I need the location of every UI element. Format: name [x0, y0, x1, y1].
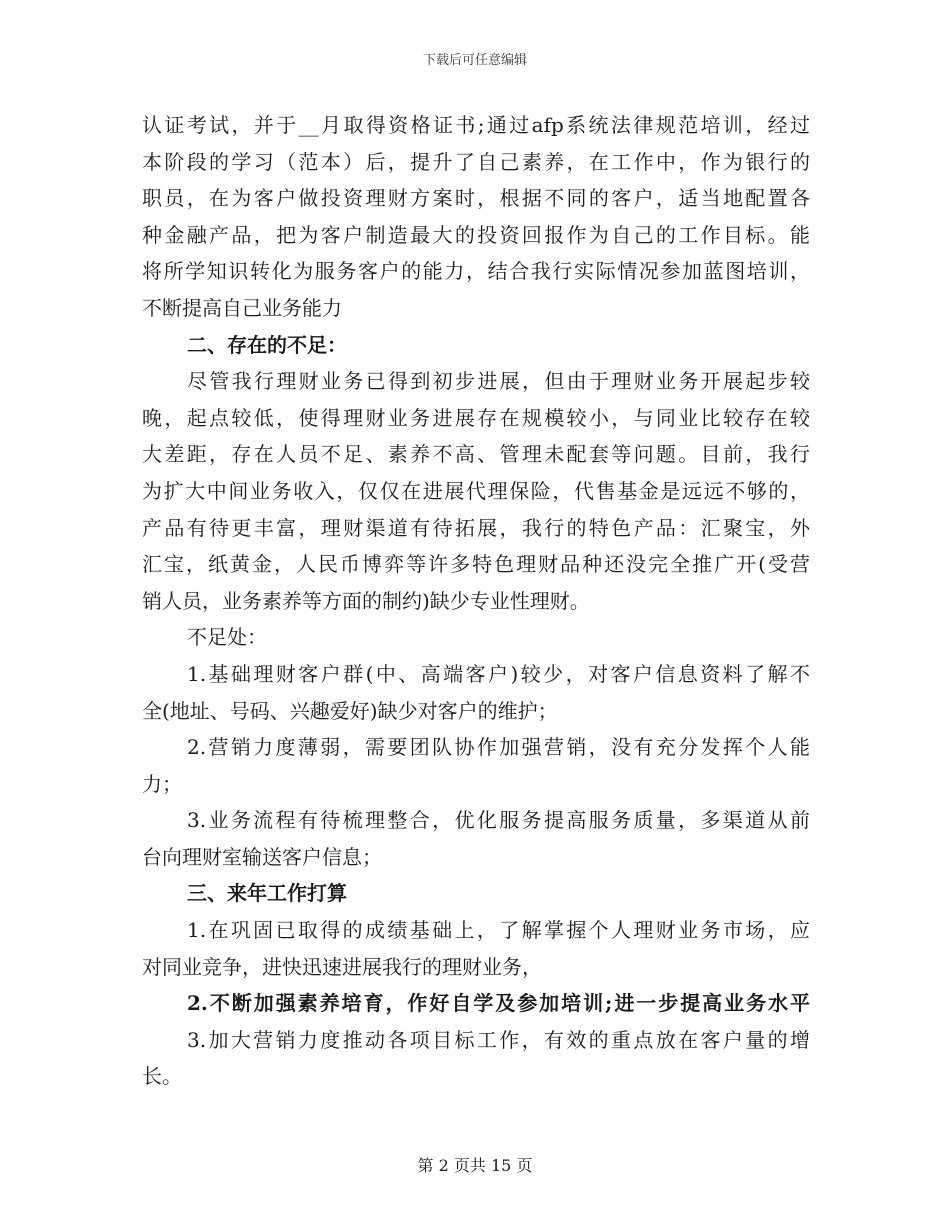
body-line: 种金融产品，把为客户制造最大的投资回报作为自己的工作目标。能 — [142, 222, 810, 247]
list-item-line: 3.加大营销力度推动各项目标工作，有效的重点放在客户量的增 — [187, 1027, 810, 1052]
list-item-line: 力； — [142, 771, 182, 796]
list-item-line: 长。 — [142, 1064, 182, 1089]
body-line: 不断提高自己业务能力 — [142, 295, 342, 320]
body-line: 汇宝，纸黄金，人民币博弈等许多特色理财品种还没完全推广开(受营 — [142, 552, 810, 577]
body-line: 为扩大中间业务收入，仅仅在进展代理保险，代售基金是远远不够的， — [142, 478, 810, 503]
list-item-line: 3.业务流程有待梳理整合，优化服务提高服务质量，多渠道从前 — [187, 808, 810, 833]
list-item-line: 2.营销力度薄弱，需要团队协作加强营销，没有充分发挥个人能 — [187, 735, 810, 760]
body-line: 本阶段的学习（范本）后，提升了自己素养，在工作中，作为银行的 — [142, 149, 810, 174]
list-item-line: 对同业竞争，进快迅速进展我行的理财业务， — [142, 954, 542, 979]
document-body — [142, 107, 810, 1095]
section-heading: 二、存在的不足： — [187, 332, 347, 357]
body-line: 晚，起点较低，使得理财业务进展存在规模较小，与同业比较存在较 — [142, 405, 810, 430]
list-item-line: 全(地址、号码、兴趣爱好)缺少对客户的维护； — [142, 698, 558, 723]
body-line: 将所学知识转化为服务客户的能力，结合我行实际情况参加蓝图培训， — [142, 259, 810, 284]
page-number: 第 2 页共 15 页 — [417, 1156, 533, 1175]
section-heading: 三、来年工作打算 — [187, 881, 347, 906]
list-item-line: 台向理财室输送客户信息； — [142, 844, 382, 869]
body-line: 尽管我行理财业务已得到初步进展，但由于理财业务开展起步较 — [187, 369, 810, 394]
body-line: 产品有待更丰富，理财渠道有待拓展，我行的特色产品：汇聚宝，外 — [142, 515, 810, 540]
list-item-line: 1.基础理财客户群(中、高端客户)较少，对客户信息资料了解不 — [187, 661, 810, 686]
body-line: 销人员，业务素养等方面的制约)缺少专业性理财。 — [142, 588, 590, 613]
list-item-line: 1.在巩固已取得的成绩基础上，了解掌握个人理财业务市场，应 — [187, 918, 810, 943]
body-line: 不足处： — [187, 625, 267, 650]
body-line: 认证考试，并于__月取得资格证书;通过afp系统法律规范培训，经过 — [142, 113, 810, 137]
body-line: 大差距，存在人员不足、素养不高、管理未配套等问题。目前，我行 — [142, 442, 810, 467]
body-line: 职员，在为客户做投资理财方案时，根据不同的客户，适当地配置各 — [142, 186, 810, 211]
page-header: 下载后可任意编辑 — [422, 53, 527, 68]
list-item-line: 2.不断加强素养培育，作好自学及参加培训;进一步提高业务水平 — [187, 991, 810, 1016]
